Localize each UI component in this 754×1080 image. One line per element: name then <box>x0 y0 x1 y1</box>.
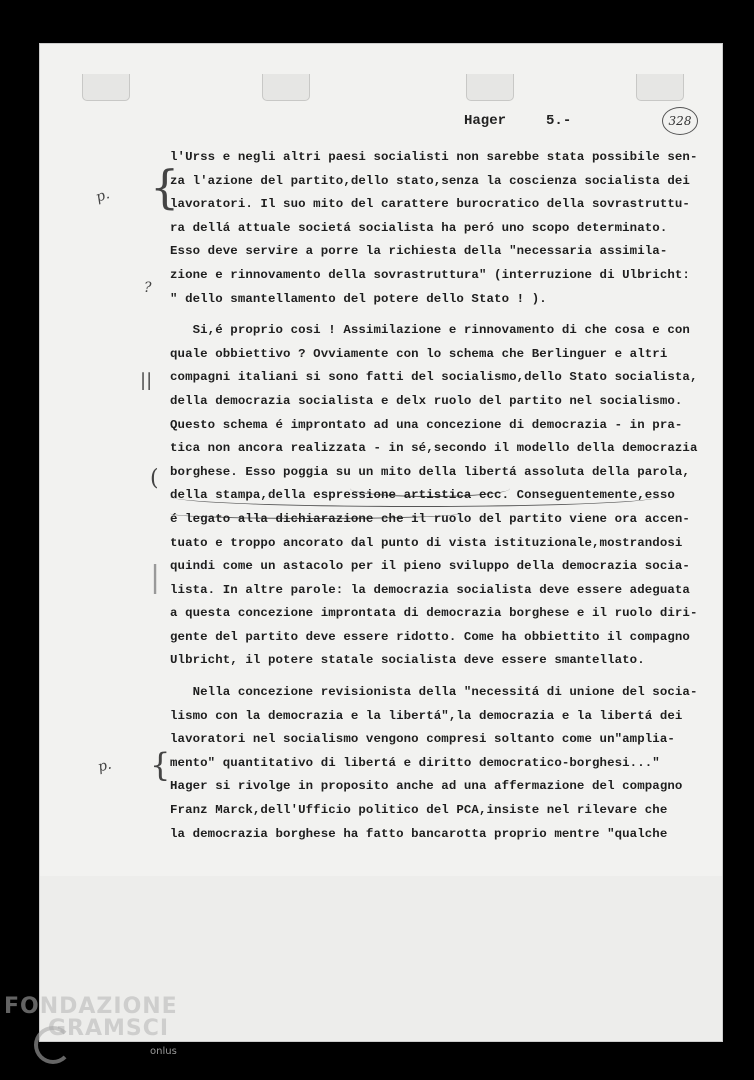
margin-note: p. <box>96 756 114 776</box>
text-line: tuato e troppo ancorato dal punto di vista istituzionale,mostrandosi <box>170 535 683 550</box>
text-line: a questa concezione improntata di democrazia borghese e il ruolo diri- <box>170 606 698 621</box>
text-line: za l'azione del partito,dello stato,senza la coscienza socialista dei <box>170 173 690 188</box>
text-line: ra dellá attuale societá socialista ha peró uno scopo determinato. <box>170 220 668 235</box>
header-name: Hager <box>464 113 507 129</box>
text-line: é legato alla dichiarazione che il ruolo del partito viene ora accen- <box>170 511 690 526</box>
text-line: Hager si rivolge in proposito anche ad una affermazione del compagno <box>170 779 683 794</box>
margin-brace: { <box>150 160 180 214</box>
text-line: quindi come un astacolo per il pieno sviluppo della democrazia socia- <box>170 559 690 574</box>
text-line: compagni italiani si sono fatti del socialismo,dello Stato socialista, <box>170 370 698 385</box>
paragraph <box>170 681 698 846</box>
binder-clip <box>466 74 514 101</box>
text-line: lavoratori nel socialismo vengono compresi soltanto come un"amplia- <box>170 732 675 747</box>
text-line: zione e rinnovamento della sovrastruttura" (interruzione di Ulbricht: <box>170 267 690 282</box>
margin-brace: | <box>150 560 161 595</box>
text-line: l'Urss e negli altri paesi socialisti non sarebbe stata possibile sen- <box>170 150 698 164</box>
paragraph <box>170 146 698 311</box>
margin-brace: { <box>150 746 171 784</box>
page-header <box>464 113 571 129</box>
text-line: tica non ancora realizzata - in sé,secondo il modello della democrazia <box>170 441 698 456</box>
typewritten-body <box>170 146 698 854</box>
text-line: della democrazia socialista e delx ruolo del partito nel socialismo. <box>170 393 683 408</box>
text-line: gente del partito deve essere ridotto. Come ha obbiettito il compagno <box>170 629 690 644</box>
text-line: Nella concezione revisionista della "necessitá di unione del socia- <box>170 685 698 700</box>
text-line: Esso deve servire a porre la richiesta della "necessaria assimila- <box>170 244 668 259</box>
text-line: Questo schema é improntato ad una concezione di democrazia - in pra- <box>170 417 683 432</box>
text-line: lismo con la democrazia e la libertá",la democrazia e la libertá dei <box>170 708 683 723</box>
binder-clip <box>636 74 684 101</box>
text-line: quale obbiettivo ? Ovviamente con lo schema che Berlinguer e altri <box>170 346 668 361</box>
binder-clip <box>82 74 130 101</box>
watermark-line2: GRAMSCI <box>48 1016 170 1041</box>
binder-clip <box>262 74 310 101</box>
header-page-number: 5.- <box>546 113 572 129</box>
text-line: lavoratori. Il suo mito del carattere burocratico della sovrastruttu- <box>170 197 690 212</box>
margin-note: ? <box>144 280 152 296</box>
text-line: mento" quantitativo di libertá e diritto democratico-borghesi..." <box>170 755 660 770</box>
paragraph <box>170 319 698 673</box>
watermark-line1: FONDAZIONE <box>4 994 178 1019</box>
archive-stamp-number: 328 <box>662 107 698 135</box>
logo-ring-icon <box>34 1026 72 1064</box>
text-line: della stampa,della espressione artistica ecc. Conseguentemente,esso <box>170 488 675 503</box>
fondazione-gramsci-watermark <box>4 996 178 1040</box>
text-line: Franz Marck,dell'Ufficio politico del PCA,insiste nel rilevare che <box>170 803 668 818</box>
text-line: lista. In altre parole: la democrazia socialista deve essere adeguata <box>170 582 690 597</box>
text-line: " dello smantellamento del potere dello Stato ! ). <box>170 291 547 306</box>
margin-note: p. <box>93 186 112 206</box>
text-line: Si,é proprio cosi ! Assimilazione e rinnovamento di che cosa e con <box>170 323 690 338</box>
text-line: la democrazia borghese ha fatto bancarotta proprio mentre "qualche <box>170 826 668 841</box>
text-line: Ulbricht, il potere statale socialista deve essere smantellato. <box>170 653 645 668</box>
margin-note: || <box>140 370 153 391</box>
text-line: borghese. Esso poggia su un mito della libertá assoluta della parola, <box>170 464 690 479</box>
margin-brace: ( <box>150 466 159 491</box>
watermark-suffix: onlus <box>150 1046 177 1057</box>
